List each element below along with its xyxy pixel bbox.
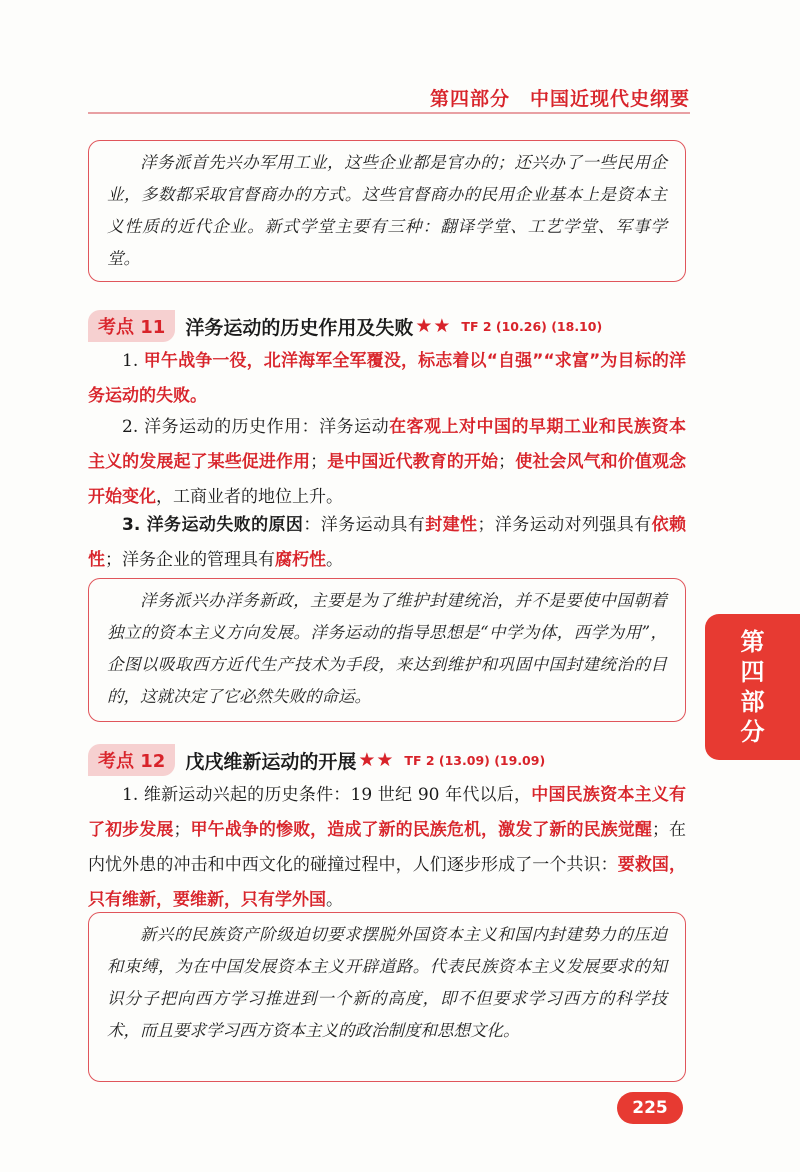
- note-text-2: 洋务派兴办洋务新政，主要是为了维护封建统治，并不是要使中国朝着独立的资本主义方向发展。洋务运动的指导思想是“中学为体，西学为用”，企图以吸取西方近代生产技术为手段，来达到维护和巩固中国封建统治的目的，这就决定了它必然失败的命运。: [107, 591, 667, 706]
- highlight-text: 依赖性: [88, 515, 687, 570]
- highlight-text: 腐朽性: [275, 550, 326, 570]
- para-text: ；: [498, 452, 516, 472]
- para-text: ；: [310, 452, 328, 472]
- highlight-text: 封建性: [425, 515, 478, 535]
- note-text-3: 新兴的民族资产阶级迫切要求摆脱外国资本主义和国内封建势力的压迫和束缚，为在中国发展资本主义开辟道路。代表民族资本主义发展要求的知识分子把向西方学习推进到一个新的高度，即不但要求学习西方的科学技术，而且要求学习西方资本主义的政治制度和思想文化。: [107, 925, 667, 1040]
- page-number: 225: [617, 1092, 683, 1124]
- paragraph-11-2: [88, 410, 686, 515]
- kaodian-11-heading: [88, 310, 602, 342]
- note-text-1: 洋务派首先兴办军用工业，这些企业都是官办的；还兴办了一些民用企业，多数都采取官督商办的方式。这些官督商办的民用企业基本上是资本主义性质的近代企业。新式学堂主要有三种：翻译学堂、工艺学堂、军事学堂。: [107, 153, 667, 268]
- kaodian-12-heading: [88, 744, 545, 776]
- para-text: ；: [173, 820, 191, 840]
- kaodian-title: 戊戌维新运动的开展: [185, 750, 357, 773]
- highlight-text: 中国民族资本主义有了初步发展: [88, 785, 686, 840]
- kaodian-frequency: TF 2 (10.26) (18.10): [461, 318, 603, 334]
- header-divider: [88, 112, 690, 114]
- paragraph-12-1: [88, 778, 686, 918]
- highlight-text: 使社会风气和价值观念开始变化: [88, 452, 687, 507]
- star-icon: ★★: [358, 749, 395, 771]
- bold-text: 3. 洋务运动失败的原因: [122, 515, 304, 535]
- para-text: 1. 维新运动兴起的历史条件：19 世纪 90 年代以后，: [122, 785, 532, 805]
- highlight-text: 甲午战争一役，北洋海军全军覆没，标志着以“自强”“求富”为目标的洋务运动的失败。: [88, 351, 686, 406]
- para-text: 2. 洋务运动的历史作用：洋务运动: [122, 417, 390, 437]
- kaodian-title: 洋务运动的历史作用及失败: [185, 316, 414, 339]
- kaodian-frequency: TF 2 (13.09) (19.09): [404, 752, 546, 768]
- highlight-text: 要救国，只有维新，要维新，只有学外国: [88, 855, 686, 910]
- note-box-3: [88, 912, 686, 1082]
- paragraph-11-3: [88, 508, 686, 578]
- highlight-text: 在客观上对中国的早期工业和民族资本主义的发展起了某些促进作用: [88, 417, 686, 472]
- para-text: ，工商业者的地位上升。: [156, 487, 343, 507]
- section-header-title: 第四部分 中国近现代史纲要: [429, 88, 690, 110]
- para-text: ；洋务企业的管理具有: [105, 550, 275, 570]
- note-box-2: [88, 578, 686, 722]
- section-side-tab: [705, 614, 800, 760]
- star-icon: ★★: [415, 315, 452, 337]
- highlight-text: 是中国近代教育的开始: [327, 452, 499, 472]
- para-text: 1.: [122, 351, 144, 371]
- highlight-text: 甲午战争的惨败，造成了新的民族危机，激发了新的民族觉醒: [190, 820, 652, 840]
- para-text: ；洋务运动对列强具有: [477, 515, 652, 535]
- para-text: ：洋务运动具有: [303, 515, 426, 535]
- note-box-1: [88, 140, 686, 282]
- paragraph-11-1: [88, 344, 686, 414]
- kaodian-badge: 考点 12: [88, 744, 175, 776]
- para-text: 。: [326, 550, 343, 570]
- kaodian-badge: 考点 11: [88, 310, 175, 342]
- side-tab-label: 第四部分: [740, 628, 765, 746]
- para-text: 。: [326, 890, 343, 910]
- para-text: ；在内忧外患的冲击和中西文化的碰撞过程中，人们逐步形成了一个共识：: [88, 820, 687, 875]
